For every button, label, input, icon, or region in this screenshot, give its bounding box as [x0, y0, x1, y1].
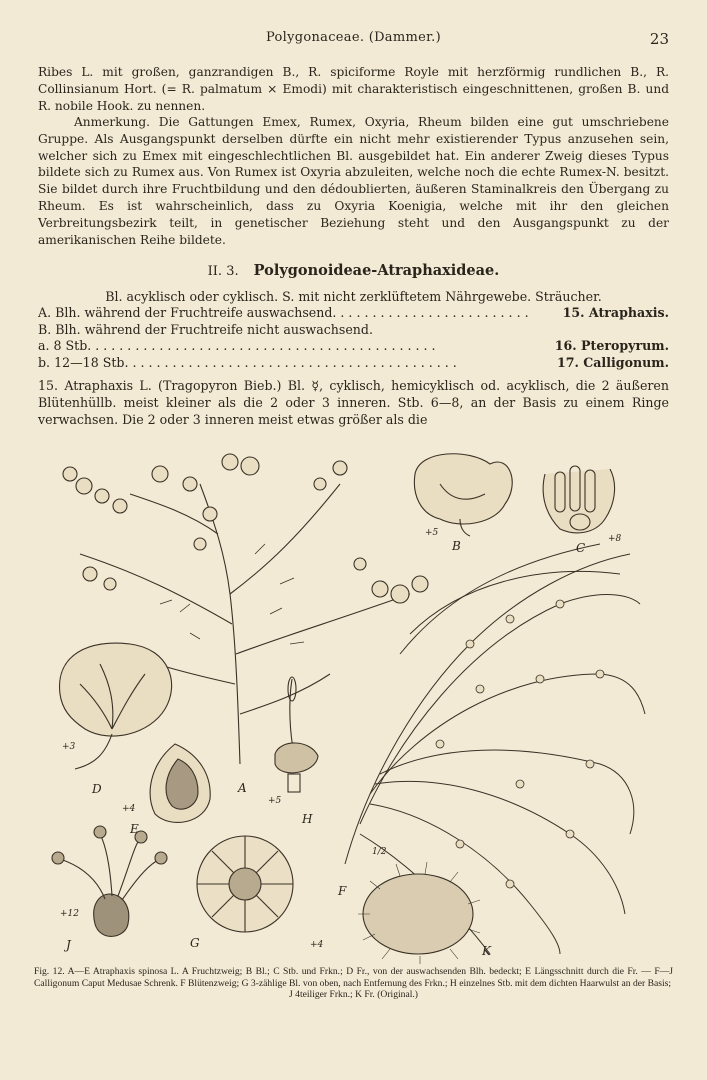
magnification-h: +5: [268, 796, 282, 806]
key-row: [38, 305, 669, 320]
paragraph-atraphaxis: 15. Atraphaxis L. (Tragopyron Bieb.) Bl. ☿, cyklisch, hemicyklisch od. acyklisch, die 2 äußeren Blütenhüllb. meist kleiner als die 2 oder 3 inneren. Stb. 6—8, an der Basis zu einem Ringe verwachsen. Die 2 oder 3 inneren meist etwas größer als die: [38, 378, 669, 427]
magnification-g: +4: [310, 940, 324, 950]
label-e: E: [130, 822, 139, 836]
key-row-result: 15. Atraphaxis.: [559, 305, 669, 320]
label-f: F: [338, 884, 347, 898]
key-row: [38, 355, 669, 370]
drawing-e-section: [150, 744, 210, 822]
drawing-j-ovary: [52, 826, 167, 936]
key-row-result: 17. Calligonum.: [553, 355, 669, 370]
botanical-figure: [40, 444, 670, 964]
key-row-label: a. 8 Stb. . . . . . . . . . . . . . . . . . . . . . . . . . . . . . . . . . . . . . . . . . . .: [38, 338, 436, 353]
magnification-j: +12: [60, 909, 79, 919]
magnification-b: +5: [425, 528, 439, 538]
running-title: Polygonaceae. (Dammer.): [266, 30, 441, 45]
drawing-d-fruit: [60, 643, 172, 769]
label-a: A: [238, 781, 247, 795]
figure-illustration: [40, 444, 670, 964]
drawing-g-flower: [197, 836, 293, 932]
drawing-c-stamens: [543, 466, 614, 533]
label-d: D: [92, 782, 102, 796]
key-intro: Bl. acyklisch oder cyklisch. S. mit nicht zerklüftetem Nährgewebe. Sträucher.: [105, 289, 602, 304]
magnification-f: 1/2: [372, 847, 387, 857]
key-row-label: A. Blh. während der Fruchtreife auswachsend. . . . . . . . . . . . . . . . . . . . . . . . .: [38, 305, 529, 320]
key-row: [38, 322, 669, 337]
drawing-b-flower: [414, 454, 512, 536]
figure-caption: [34, 966, 673, 1001]
label-k: K: [482, 944, 491, 958]
label-g: G: [190, 936, 200, 950]
section-heading: [38, 262, 669, 279]
caption-text-end: J 4teiliger Frkn.; K Fr. (Original.): [289, 989, 418, 1000]
label-c: C: [576, 541, 586, 555]
label-h: H: [302, 812, 313, 826]
paragraph-anmerkung: Anmerkung. Die Gattungen Emex, Rumex, Oxyria, Rheum bilden eine gut umschriebene Gruppe. Als Ausgangspunkt derselben dürfte ein nicht mehr existierender Typus anzusehen sein, welcher sich zu Emex mit eingeschlechtlichen Bl. ausgebildet hat. Ein anderer Zweig dieses Typus bildete sich zu Rumex aus. Von Rumex ist Oxyria abzuleiten, welche noch die echte Rumex-N. besitzt. Sie bildet durch ihre Fruchtbildung und den dédoublierten, äußeren Staminalkreis den Übergang zu Rheum. Es ist wahrscheinlich, dass zu Oxyria Koenigia, welche mit ihr den gleichen Verbreitungsbezirk teilt, in genetischer Beziehung steht und den Ausgangspunkt zu der amerikanischen Reihe bildete.: [38, 115, 669, 247]
key-row-label: b. 12—18 Stb. . . . . . . . . . . . . . . . . . . . . . . . . . . . . . . . . . . . . . . . . .: [38, 355, 457, 370]
running-header: [38, 30, 669, 48]
key-row: [38, 338, 669, 353]
paragraph-ribes: Ribes L. mit großen, ganzrandigen B., R. spiciforme Royle mit herzförmig rundlichen B., R. Collinsianum Hort. (= R. palmatum × Emodi) mit charakteristisch eingeschnittenen, großen B. und R. nobile Hook. zu nennen.: [38, 65, 669, 113]
section-number: II. 3.: [207, 264, 239, 279]
drawing-h-stamen: [275, 677, 318, 792]
magnification-c: +8: [608, 534, 622, 544]
label-j: J: [66, 938, 71, 952]
page-number: 23: [649, 30, 669, 48]
key-row-result: 16. Pteropyrum.: [551, 338, 669, 353]
label-b: B: [452, 539, 461, 553]
magnification-d: +3: [62, 742, 76, 752]
key-row-label: B. Blh. während der Fruchtreife nicht auswachsend.: [38, 322, 373, 337]
section-title: Polygonoideae-Atraphaxideae.: [253, 262, 500, 279]
drawing-k-fruit: [358, 862, 480, 964]
caption-text: Fig. 12. A—E Atraphaxis spinosa L. A Fruchtzweig; B Bl.; C Stb. und Frkn.; D Fr., von der auswachsenden Blh. bedeckt; E Längsschnitt durch die Fr. — F—J Calligonum Caput Medusae Schrenk. F Blütenzweig; G 3-zählige Bl. von oben, nach Entfernung des Frkn.; H einzelnes Stb. mit dem dichten Haarwulst an der Basis;: [34, 966, 673, 989]
magnification-e: +4: [122, 804, 136, 814]
